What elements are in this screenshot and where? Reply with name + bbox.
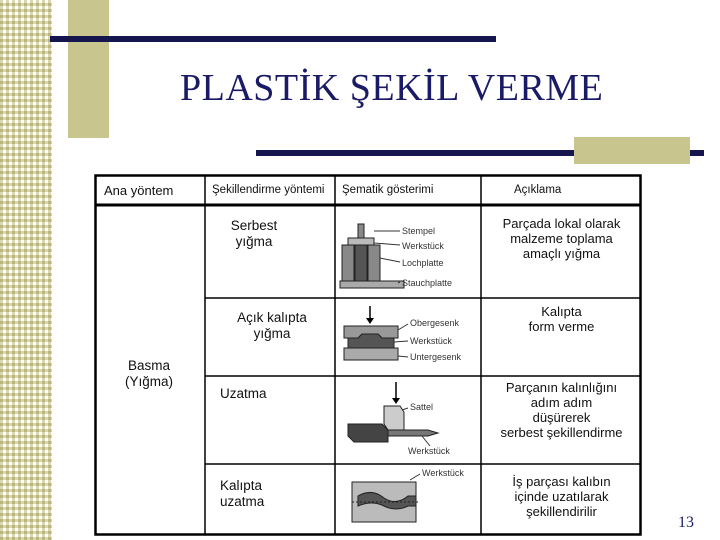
- decorative-bar-top: [50, 36, 496, 42]
- diagram-label: Sattel: [410, 402, 434, 412]
- method-drawing-out: [220, 386, 300, 402]
- description-line: içinde uzatılarak: [514, 489, 609, 504]
- decorative-olive-block-right: [574, 137, 690, 164]
- header-schematic: Şematik gösterimi: [342, 184, 434, 196]
- schematic-die-drawing-out: [338, 466, 480, 534]
- schematic-free-upsetting: [338, 210, 480, 296]
- description-line: serbest şekillendirme: [500, 425, 623, 440]
- diagram-label: Lochplatte: [402, 258, 444, 268]
- main-method-line2: (Yığma): [124, 374, 173, 389]
- method-open-die-upsetting: [212, 310, 332, 342]
- diagram-label: Untergesenk: [410, 352, 462, 362]
- description-line: düşürerek: [532, 410, 591, 425]
- slide-title: PLASTİK ŞEKİL VERME: [180, 67, 604, 109]
- description-line: şekillendirilir: [526, 504, 597, 519]
- description-line: Parçanın kalınlığını: [505, 380, 618, 395]
- main-method-label: [104, 358, 194, 390]
- description-line: İş parçası kalıbın: [512, 474, 611, 489]
- diagram-label: Werkstück: [422, 468, 464, 478]
- method-line: Uzatma: [220, 386, 267, 401]
- description-line: form verme: [528, 319, 595, 334]
- description-line: Kalıpta: [541, 304, 582, 319]
- method-line: Serbest: [230, 218, 278, 233]
- diagram-label: Werkstück: [410, 336, 452, 346]
- method-table: [94, 174, 642, 536]
- description-free-upsetting: [484, 216, 639, 261]
- diagram-label: Werkstück: [408, 446, 450, 456]
- description-die-drawing-out: [484, 474, 639, 519]
- description-open-die-upsetting: [484, 304, 639, 334]
- diagram-label: Obergesenk: [410, 318, 460, 328]
- description-drawing-out: [484, 380, 639, 440]
- page-number: 13: [678, 514, 694, 531]
- decorative-olive-block-top: [68, 0, 109, 138]
- decorative-pattern-strip: [0, 0, 52, 540]
- method-line: uzatma: [220, 494, 265, 509]
- diagram-label: Stauchplatte: [402, 278, 453, 288]
- description-line: amaçlı yığma: [522, 246, 601, 261]
- method-line: Açık kalıpta: [237, 310, 307, 325]
- description-line: adım adım: [530, 395, 593, 410]
- method-line: yığma: [253, 326, 291, 341]
- main-method-line1: Basma: [127, 358, 171, 373]
- method-die-drawing-out: [220, 478, 300, 510]
- schematic-open-die-upsetting: [338, 302, 480, 374]
- diagram-label: Stempel: [402, 226, 436, 236]
- method-line: Kalıpta: [220, 478, 263, 493]
- schematic-drawing-out: [338, 380, 480, 462]
- description-line: Parçada lokal olarak: [502, 216, 621, 231]
- diagram-label: Werkstück: [402, 241, 444, 251]
- header-description: Açıklama: [514, 184, 562, 196]
- method-line: yığma: [235, 234, 273, 249]
- header-forming-method: Şekillendirme yöntemi: [212, 184, 325, 196]
- method-free-upsetting: [214, 218, 294, 250]
- header-main-method: Ana yöntem: [104, 183, 174, 198]
- description-line: malzeme toplama: [510, 231, 613, 246]
